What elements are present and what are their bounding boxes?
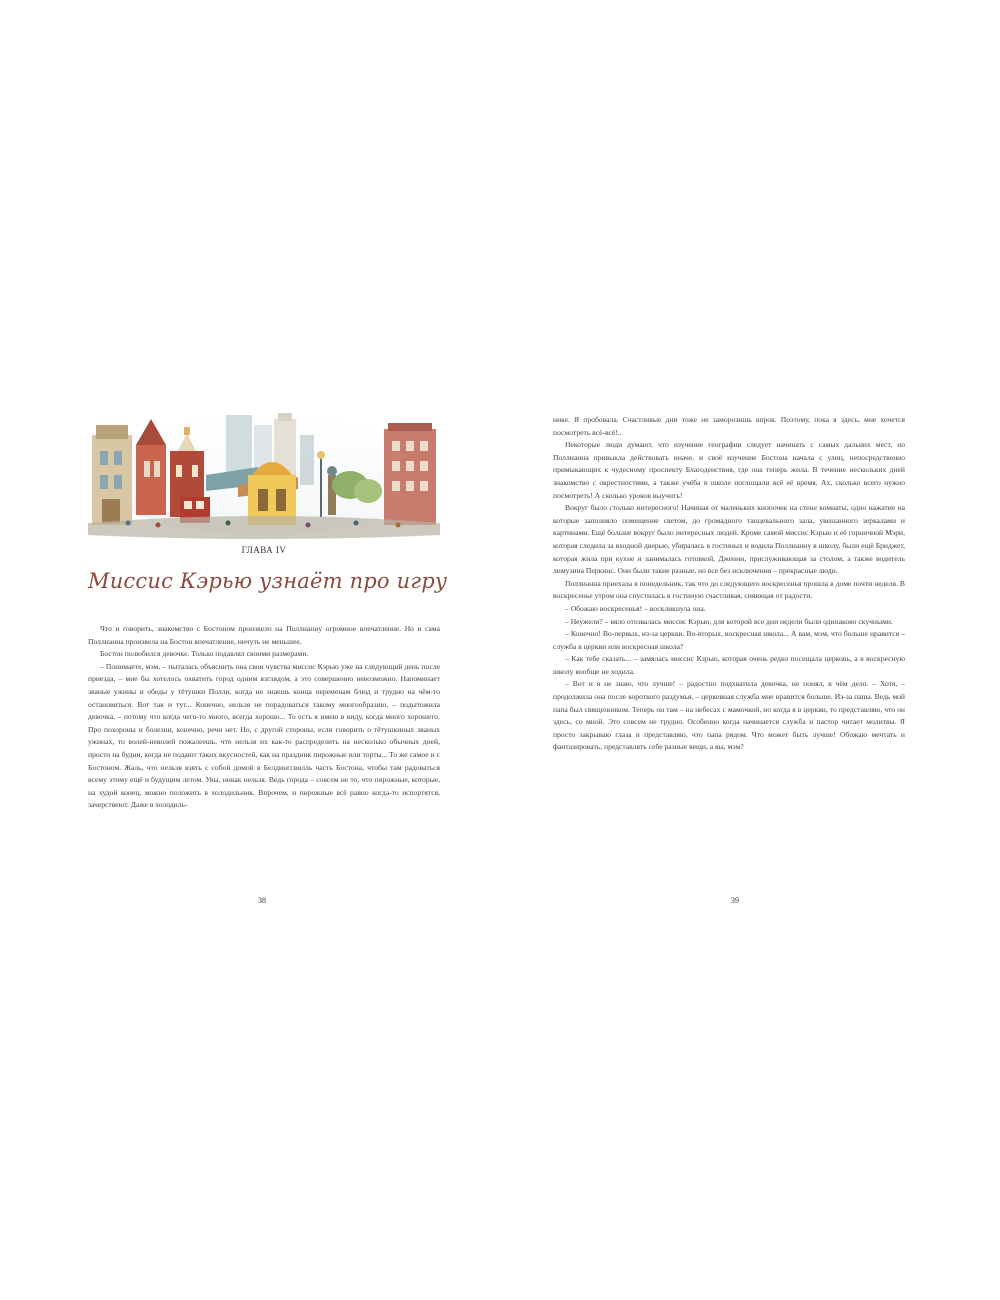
left-page-text (88, 623, 440, 812)
page-number: 39 (731, 896, 739, 905)
paragraph: – Конечно! Во-первых, из-за церкви. Во-вторых, воскресная школа... А вам, мэм, что больше нравится – служба в церкви или воскресная школа? (553, 629, 905, 651)
paragraph: Некоторые люди думают, что изучение географии следует начинать с самых дальних мест, но Поллианна привыкла действовать иначе, и своё изучение Бостона начала с улиц, непосредственно примыкающих к чудесному проспекту Благоденствия, где она теперь жила. В течение нескольких дней знакомство с окрестностями, а также учёба в школе поглощали всё её время. Ах, сколько всего нужно посмотреть! А сколько уроков выучить! (553, 440, 905, 500)
paragraph: – Неужели? – вяло отозвалась миссис Кэрью, для которой все дни недели были одинаково скучными. (565, 616, 893, 626)
boston-street-illustration (88, 405, 440, 545)
paragraph: Бостон полюбился девочке. Только подавлял своими размерами. (100, 649, 309, 659)
paragraph: Вокруг было столько интересного! Начиная от маленьких кнопочек на стене комнаты, одно нажатие на которые заполняло помещение светом, до громадного танцевального зала, увешанного зеркалами и картинами. Ещё больше вокруг было интересных людей. Кроме самой миссис Кэрью и её горничной Мэри, которая следила за входной дверью, убиралась в гостиных и водила Поллианну в школу, были ещё Бриджет, которая жила при кухне и занималась готовкой, Дженни, прислуживающая за столом, а также водитель лимузина Перкинс. Они были такие разные, но все без исключения – прекрасные люди. (553, 503, 905, 576)
chapter-title: Миссис Кэрью узнаёт про игру (88, 569, 448, 593)
right-page-text (553, 414, 905, 754)
paragraph: нике. Я пробовала. Счастливые дни тоже не заморозишь впрок. Поэтому, пока я здесь, мне хочется посмотреть всё-всё!.. (553, 415, 905, 437)
page-number: 38 (258, 896, 266, 905)
paragraph: – Понимаете, мэм, – пыталась объяснить она свои чувства миссис Кэрью уже на следующий день после приезда, – мне бы хотелось охватить город одним взглядом, а это совершенно невозможно. Напоминает званые ужины и обеды у тётушки Полли, когда не знаешь конца переменам блюд и трудно на чём-то остановиться. Вот так и тут... Конечно, нельзя не порадоваться такому многообразию, – подытожила девочка, – потому что когда чего-то много, всегда хорошо... То есть я имею в виду, когда много хорошего. Про похороны и болезни, конечно, речи нет. Но, с другой стороны, если говорить о тётушкиных званых ужинах, то волей-неволей пожалеешь, что нельзя их как-то распределить на несколько обычных дней, просто на будни, когда не подают таких вкусностей, как на праздник пирожные или торты... То же самое и с Бостоном. Жаль, что нельзя взять с собой домой в Белдингсвилль часть Бостона, чтобы там радоваться всему этому ещё и будущим летом. Увы, никак нельзя. Ведь города – совсем не то, что пирожные, которые, на худой конец, можно положить в холодильник. Впрочем, и пирожные всё равно когда-то испортятся, зачерствеют. Даже в холодиль- (88, 661, 440, 810)
paragraph: Поллианна приехала в понедельник, так что до следующего воскресенья прошла в доме почти неделя. В воскресенье утром она спустилась в гостиную счастливая, сияющая от радости. (553, 578, 905, 601)
paragraph: – Как тебе сказать... – замялась миссис Кэрью, которая очень редко посещала церковь, а в воскресную школу вообще не ходила. (553, 654, 905, 676)
paragraph: – Вот и я не знаю, что лучше! – радостно подхватила девочка, не понял, в чём дело. – Хотя, – продолжила она после короткого раздумья, – церковная служба мне нравится больше. Из-за папы. Ведь мой папа был священником. Теперь он там – на небесах с мамочкой, но когда я в церкви, то представляю, что он здесь, со мной. Это совсем не трудно. Особенно когда начинается служба и пастор читает молитвы. Я просто закрываю глаза и представляю, что папа рядом. Что может быть лучше! Обожаю мечтать и фантазировать, представлять себе разные вещи, а вы, мэм? (553, 679, 905, 752)
paragraph: – Обожаю воскресенья! – воскликнула она. (565, 603, 706, 613)
chapter-label: ГЛАВА IV (241, 545, 287, 555)
paragraph: Что и говорить, знакомство с Бостоном произвело на Поллианну огромное впечатление. Но и сама Поллианна произвела на Бостон впечатление, ничуть не меньшее. (88, 624, 440, 646)
